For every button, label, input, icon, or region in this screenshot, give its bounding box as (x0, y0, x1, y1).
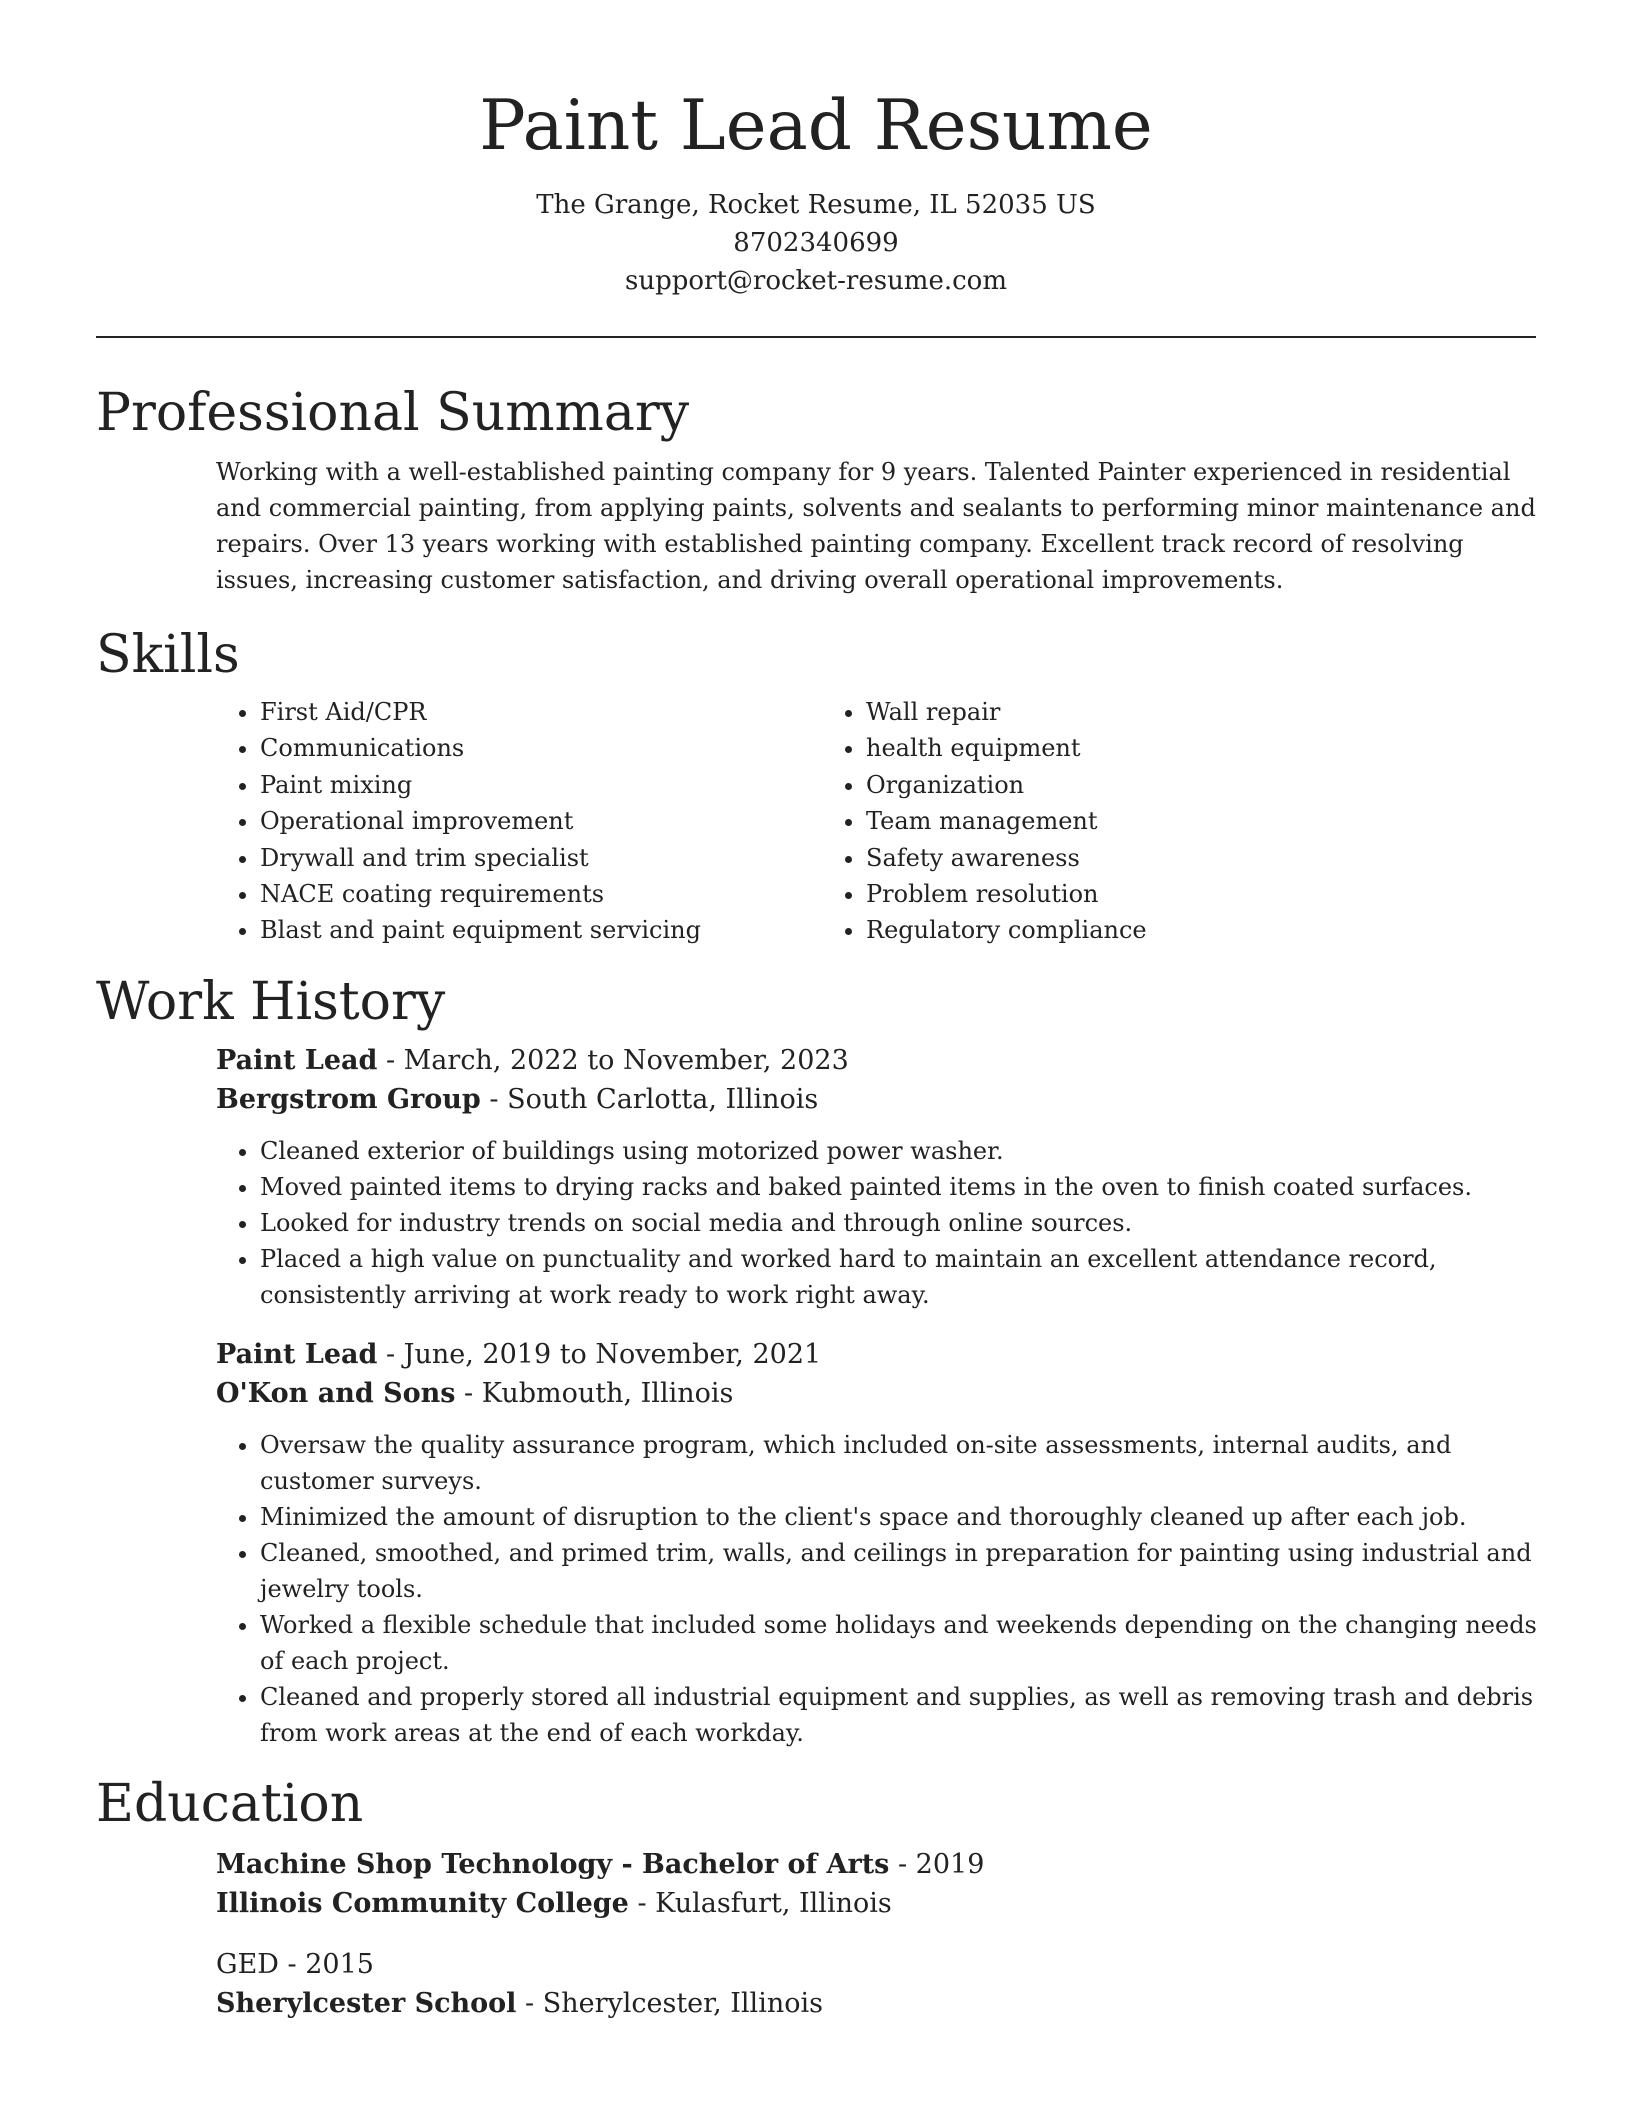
job-duty: • Looked for industry trends on social media and through online sources. (260, 1205, 1550, 1241)
job-title-line (216, 1335, 1536, 1374)
school-name: Sherylcester School (216, 1987, 517, 2019)
phone: 8702340699 (733, 228, 899, 258)
job-duty: • Cleaned exterior of buildings using motorized power washer. (260, 1133, 1550, 1169)
job-company: O'Kon and Sons (216, 1377, 456, 1409)
skill-item: • Team management (866, 803, 1428, 839)
skill-item: • Drywall and trim specialist (260, 840, 822, 876)
summary-heading: Professional Summary (96, 383, 690, 443)
job-duty: • Worked a flexible schedule that included some holidays and weekends depending on the changing needs of each project. (260, 1607, 1550, 1679)
skill-item: • Wall repair (866, 694, 1428, 730)
job-duty: • Oversaw the quality assurance program, which included on-site assessments, internal audits, and customer surveys. (260, 1427, 1550, 1499)
skills-left-column (216, 694, 822, 949)
skill-item: • Problem resolution (866, 876, 1428, 912)
skill-item: • First Aid/CPR (260, 694, 822, 730)
graduation-year: - 2015 (278, 1948, 374, 1980)
header-divider (96, 336, 1536, 338)
job-location: - Kubmouth, Illinois (455, 1377, 734, 1409)
job-title: Paint Lead (216, 1044, 378, 1076)
graduation-year: - 2019 (889, 1848, 985, 1880)
skills-heading: Skills (96, 625, 240, 685)
summary-section (96, 382, 1536, 598)
skill-item: • Operational improvement (260, 803, 822, 839)
job-duties (216, 1427, 1550, 1751)
address: The Grange, Rocket Resume, IL 52035 US (536, 190, 1096, 220)
email: support@rocket-resume.com (624, 266, 1007, 296)
job-company: Bergstrom Group (216, 1083, 481, 1115)
job-entry (216, 1335, 1536, 1751)
work-history-section (96, 971, 1536, 1751)
school-name: Illinois Community College (216, 1887, 629, 1919)
degree-line (216, 1845, 1536, 1884)
job-duty: • Minimized the amount of disruption to the client's space and thoroughly cleaned up after each job. (260, 1499, 1550, 1535)
skill-item: • Safety awareness (866, 840, 1428, 876)
job-duties (216, 1133, 1550, 1313)
school-line (216, 1984, 1536, 2023)
education-entry (216, 1845, 1536, 1923)
job-duty: • Placed a high value on punctuality and worked hard to maintain an excellent attendance record, consistently arriving at work ready to work right away. (260, 1241, 1550, 1313)
skill-item: • Regulatory compliance (866, 912, 1428, 948)
skills-section (96, 624, 1536, 949)
skill-item: • health equipment (866, 730, 1428, 766)
degree: Machine Shop Technology - Bachelor of Arts (216, 1848, 890, 1880)
education-entry (216, 1945, 1536, 2023)
resume-title: Paint Lead Resume (479, 86, 1153, 166)
job-location: - South Carlotta, Illinois (480, 1083, 819, 1115)
skill-item: • Blast and paint equipment servicing (260, 912, 822, 948)
work-history-heading: Work History (96, 971, 446, 1032)
skill-item: • NACE coating requirements (260, 876, 822, 912)
skill-item: • Organization (866, 767, 1428, 803)
job-dates: - March, 2022 to November, 2023 (377, 1044, 849, 1076)
education-heading: Education (96, 1773, 364, 1834)
contact-info (96, 186, 1536, 300)
job-company-line (216, 1080, 1536, 1119)
job-duty: • Cleaned and properly stored all industrial equipment and supplies, as well as removing trash and debris from work areas at the end of each workday. (260, 1679, 1550, 1751)
job-company-line (216, 1374, 1536, 1413)
school-location: - Sherylcester, Illinois (516, 1987, 823, 2019)
job-title-line (216, 1041, 1536, 1080)
job-dates: - June, 2019 to November, 2021 (377, 1338, 822, 1370)
skills-columns (216, 694, 1536, 949)
school-line (216, 1884, 1536, 1923)
school-location: - Kulasfurt, Illinois (628, 1887, 892, 1919)
job-duty: • Cleaned, smoothed, and primed trim, walls, and ceilings in preparation for painting using industrial and jewelry tools. (260, 1535, 1550, 1607)
skill-item: • Communications (260, 730, 822, 766)
degree: GED (216, 1948, 279, 1980)
summary-text: Working with a well-established painting company for 9 years. Talented Painter experienced in residential and commercial painting, from applying paints, solvents and sealants to performing minor maintenance and repairs. Over 13 years working with established painting company. Excellent track record of resolving issues, increasing customer satisfaction, and driving overall operational improvements. (216, 458, 1536, 594)
resume-header (96, 0, 1536, 300)
degree-line (216, 1945, 1536, 1984)
job-duty: • Moved painted items to drying racks and baked painted items in the oven to finish coated surfaces. (260, 1169, 1550, 1205)
skill-item: • Paint mixing (260, 767, 822, 803)
job-entry (216, 1041, 1536, 1313)
education-section (96, 1773, 1536, 2023)
skills-right-column (822, 694, 1428, 949)
job-title: Paint Lead (216, 1338, 378, 1370)
